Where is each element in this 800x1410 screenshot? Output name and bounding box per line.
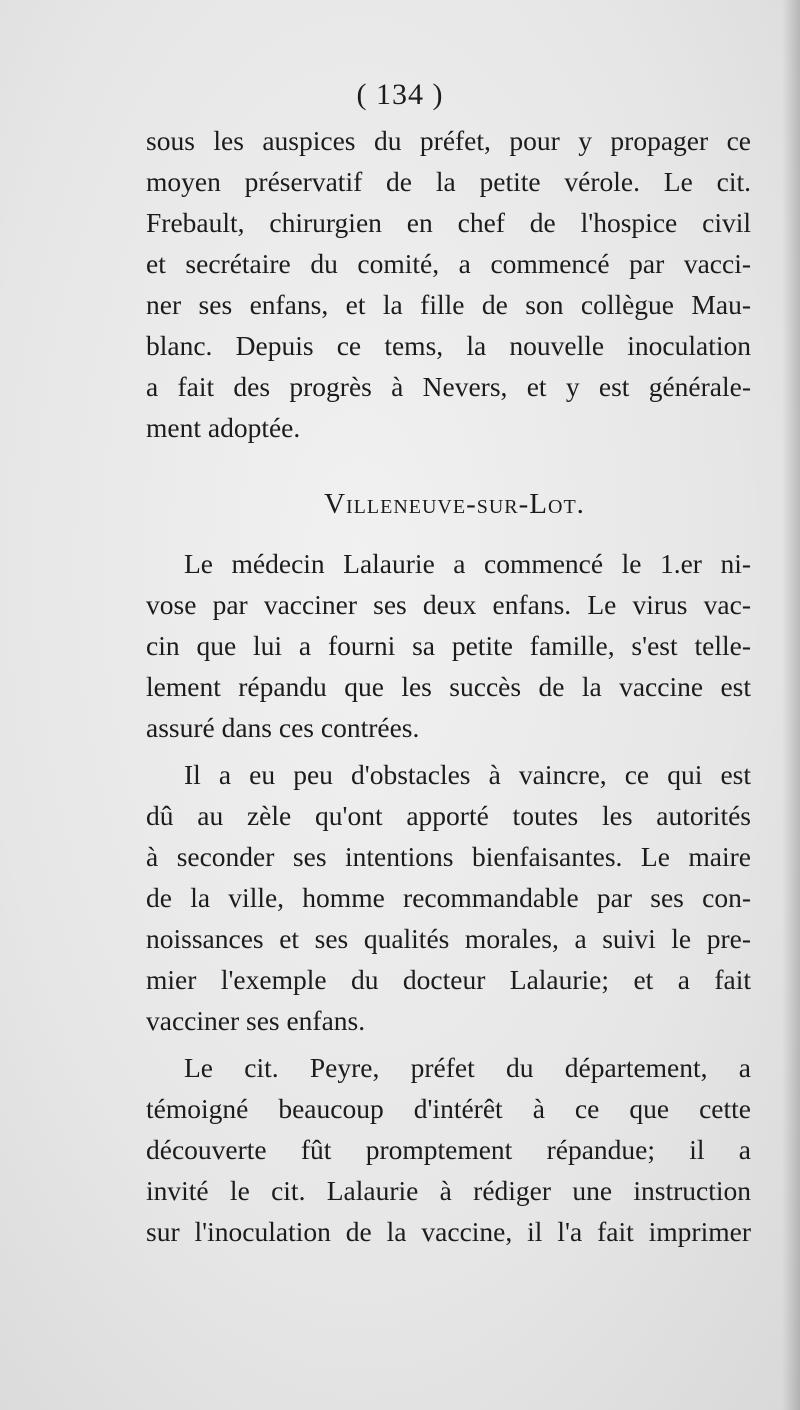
text-line: dû au zèle qu'ont apporté toutes les autorités — [146, 800, 751, 831]
paragraph-3 — [146, 754, 751, 1041]
text-line: et secrétaire du comité, a commencé par vacci- — [146, 248, 751, 279]
text-line: à seconder ses intentions bienfaisantes. Le maire — [146, 841, 751, 872]
text-line: noissances et ses qualités morales, a suivi le pre- — [146, 923, 751, 954]
paragraph-4 — [146, 1047, 751, 1252]
text-line: sur l'inoculation de la vaccine, il l'a fait imprimer — [146, 1216, 751, 1247]
text-line: sous les auspices du préfet, pour y propager ce — [146, 125, 751, 156]
text-line: moyen préservatif de la petite vérole. Le cit. — [146, 166, 751, 197]
text-line: vose par vacciner ses deux enfans. Le virus vac- — [146, 589, 751, 620]
paragraph-2 — [146, 543, 751, 748]
text-line: cin que lui a fourni sa petite famille, s'est telle- — [146, 630, 751, 661]
text-line: Le médecin Lalaurie a commencé le 1.er ni- — [184, 548, 751, 579]
text-line: mier l'exemple du docteur Lalaurie; et a fait — [146, 964, 751, 995]
section-heading: Villeneuve-sur-Lot. — [324, 488, 585, 520]
text-line: Le cit. Peyre, préfet du département, a — [184, 1052, 751, 1083]
text-line: assuré dans ces contrées. — [146, 712, 420, 743]
text-line: Il a eu peu d'obstacles à vaincre, ce qui est — [184, 759, 751, 790]
text-line: ner ses enfans, et la fille de son collègue Mau- — [146, 289, 751, 320]
text-line: blanc. Depuis ce tems, la nouvelle inoculation — [146, 330, 751, 361]
page-number: ( 134 ) — [356, 78, 444, 111]
text-line: découverte fût promptement répandue; il a — [146, 1134, 751, 1165]
text-line: Frebault, chirurgien en chef de l'hospice civil — [146, 207, 751, 238]
page-edge-shadow — [782, 0, 800, 1410]
text-line: témoigné beaucoup d'intérêt à ce que cette — [146, 1093, 751, 1124]
text-line: vacciner ses enfans. — [146, 1005, 366, 1036]
text-line: de la ville, homme recommandable par ses con- — [146, 882, 751, 913]
text-line: lement répandu que les succès de la vaccine est — [146, 671, 751, 702]
text-line: a fait des progrès à Nevers, et y est générale- — [146, 371, 751, 402]
text-line: ment adoptée. — [146, 412, 301, 443]
paragraph-1 — [146, 120, 751, 448]
text-line: invité le cit. Lalaurie à rédiger une instruction — [146, 1175, 751, 1206]
page-text — [146, 120, 751, 1252]
